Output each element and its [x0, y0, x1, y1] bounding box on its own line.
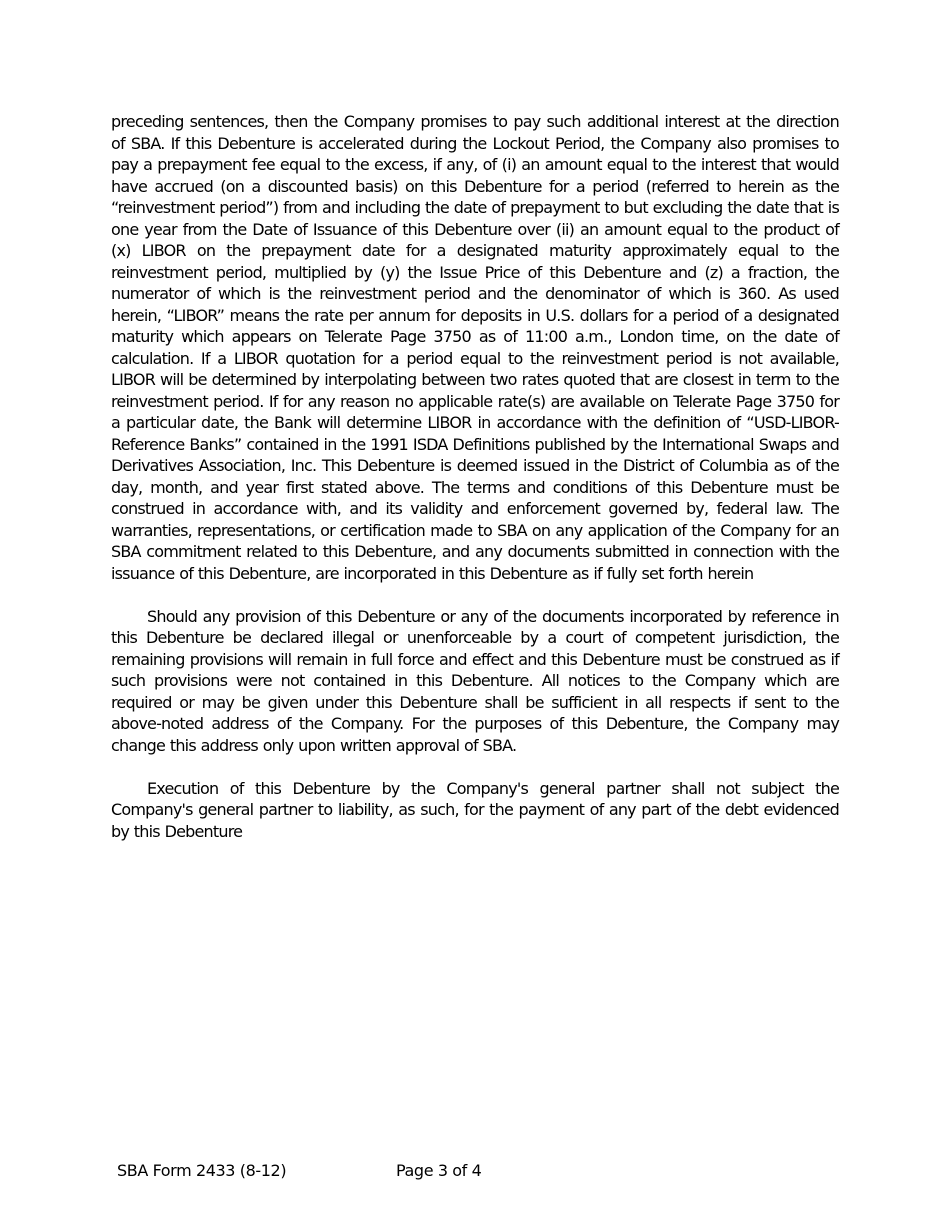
- paragraph-libor-prepayment: preceding sentences, then the Company promises to pay such additional interest at the direction of SBA. If this Debenture is accelerated during the Lockout Period, the Company also promises to pay a prepayment fee equal to the excess, if any, of (i) an amount equal to the interest that would have accrued (on a discounted basis) on this Debenture for a period (referred to herein as the “reinvestment period”) from and including the date of prepayment to but excluding the date that is one year from the Date of Issuance of this Debenture over (ii) an amount equal to the product of (x) LIBOR on the prepayment date for a designated maturity approximately equal to the reinvestment period, multiplied by (y) the Issue Price of this Debenture and (z) a fraction, the numerator of which is the reinvestment period and the denominator of which is 360. As used herein, “LIBOR” means the rate per annum for deposits in U.S. dollars for a period of a designated maturity which appears on Telerate Page 3750 as of 11:00 a.m., London time, on the date of calculation. If a LIBOR quotation for a period equal to the reinvestment period is not available, LIBOR will be determined by interpolating between two rates quoted that are closest in term to the reinvestment period. If for any reason no applicable rate(s) are available on Telerate Page 3750 for a particular date, the Bank will determine LIBOR in accordance with the definition of “USD-LIBOR-Reference Banks” contained in the 1991 ISDA Definitions published by the International Swaps and Derivatives Association, Inc. This Debenture is deemed issued in the District of Columbia as of the day, month, and year first stated above. The terms and conditions of this Debenture must be construed in accordance with, and its validity and enforcement governed by, federal law. The warranties, representations, or certification made to SBA on any application of the Company for an SBA commitment related to this Debenture, and any documents submitted in connection with the issuance of this Debenture, are incorporated in this Debenture as if fully set forth herein: [111, 112, 839, 583]
- paragraph-general-partner-liability: Execution of this Debenture by the Company's general partner shall not subject the Company's general partner to liability, as such, for the payment of any part of the debt evidenced by this Debenture: [111, 778, 839, 841]
- page-number: Page 3 of 4: [396, 1161, 482, 1180]
- paragraph-severability-notices: Should any provision of this Debenture or any of the documents incorporated by reference in this Debenture be declared illegal or unenforceable by a court of competent jurisdiction, the remaining provisions will remain in full force and effect and this Debenture must be construed as if such provisions were not contained in this Debenture. All notices to the Company which are required or may be given under this Debenture shall be sufficient in all respects if sent to the above-noted address of the Company. For the purposes of this Debenture, the Company may change this address only upon written approval of SBA.: [111, 606, 839, 755]
- document-body: [111, 111, 839, 864]
- form-number: SBA Form 2433 (8-12): [117, 1161, 287, 1180]
